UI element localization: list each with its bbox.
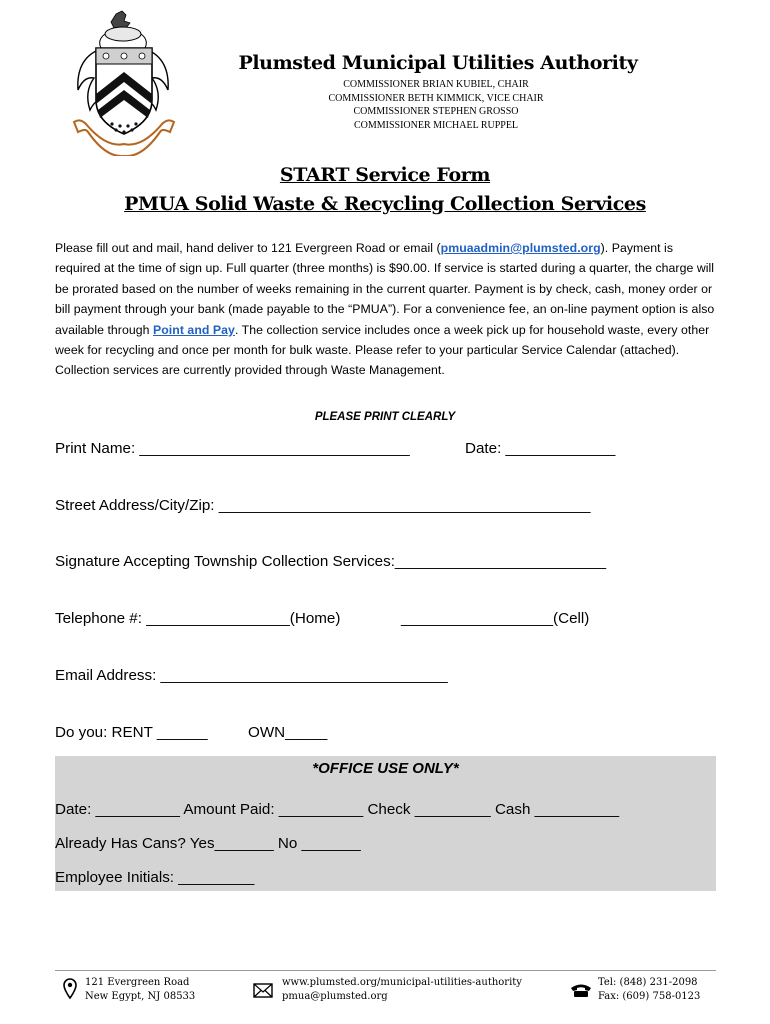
footer-tel: Tel: (848) 231-2098 — [598, 977, 698, 988]
telephone-icon — [570, 982, 592, 998]
footer-address-line1: 121 Evergreen Road — [85, 977, 190, 988]
office-use-title: *OFFICE USE ONLY* — [312, 760, 459, 777]
instructions-paragraph — [55, 238, 715, 381]
print-name-field[interactable]: Print Name: ________________________________ — [55, 440, 410, 457]
office-cans-row[interactable]: Already Has Cans? Yes_______ No _______ — [55, 835, 361, 852]
footer-divider — [55, 970, 716, 971]
footer-email[interactable]: pmua@plumsted.org — [282, 991, 388, 1002]
telephone-cell-field[interactable]: __________________(Cell) — [401, 610, 590, 627]
footer-website[interactable]: www.plumsted.org/municipal-utilities-authority — [282, 977, 522, 988]
form-title: START Service Form — [279, 164, 491, 186]
office-initials-row[interactable]: Employee Initials: _________ — [55, 869, 255, 886]
office-payment-row[interactable]: Date: __________ Amount Paid: __________ Check _________ Cash __________ — [55, 801, 620, 818]
own-field[interactable]: OWN_____ — [248, 724, 328, 741]
letterhead — [230, 52, 638, 132]
office-use-section — [55, 756, 716, 891]
commissioner-line: COMMISSIONER MICHAEL RUPPEL — [353, 119, 519, 131]
instructions-text: Please fill out and mail, hand deliver to 121 Evergreen Road or email ( — [55, 241, 441, 255]
commissioner-line: COMMISSIONER STEPHEN GROSSO — [353, 106, 519, 117]
footer-address-line2: New Egypt, NJ 08533 — [85, 991, 196, 1002]
footer-phone — [598, 976, 700, 1004]
point-and-pay-link[interactable]: Point and Pay — [152, 322, 235, 337]
date-field[interactable]: Date: _____________ — [465, 440, 616, 457]
footer-fax: Fax: (609) 758-0123 — [598, 991, 701, 1002]
commissioner-list — [230, 78, 550, 132]
signature-field[interactable]: Signature Accepting Township Collection Services:_________________________ — [55, 553, 607, 570]
admin-email-link[interactable]: pmuaadmin@plumsted.org — [440, 241, 601, 255]
location-pin-icon — [63, 978, 77, 1000]
organization-name: Plumsted Municipal Utilities Authority — [238, 52, 638, 74]
instructions-text: . The collection service includes once a week pick up for household waste, every other week for recycling and once per month for bulk waste. Please refer to your particular Service Calendar (attached). Collection services are currently provided through Waste Management. — [55, 322, 710, 378]
commissioner-line: COMMISSIONER BRIAN KUBIEL, CHAIR — [343, 79, 529, 90]
rent-field[interactable]: Do you: RENT ______ — [55, 724, 208, 741]
print-clearly-notice: PLEASE PRINT CLEARLY — [314, 411, 456, 423]
footer-web-contact — [282, 976, 522, 1004]
form-subtitle: PMUA Solid Waste & Recycling Collection Services — [124, 193, 646, 215]
authority-seal-logo — [68, 10, 182, 156]
telephone-home-field[interactable]: Telephone #: _________________(Home) — [55, 610, 341, 627]
instructions-text: ). Payment is required at the time of sign up. Full quarter (three months) is $90.00. If service is started during a quarter, the charge will be prorated based on the number of weeks remaining in the current quarter. Payment is by check, cash, money order or bill payment through your bank (made payable to the “PMUA”). For a convenience fee, an on-line payment option is also available through — [55, 241, 715, 337]
commissioner-line: COMMISSIONER BETH KIMMICK, VICE CHAIR — [328, 92, 544, 104]
email-address-field[interactable]: Email Address: __________________________________ — [55, 667, 448, 684]
footer-address — [85, 976, 195, 1004]
street-address-field[interactable]: Street Address/City/Zip: ____________________________________________ — [55, 497, 591, 514]
mail-envelope-icon — [253, 983, 273, 998]
